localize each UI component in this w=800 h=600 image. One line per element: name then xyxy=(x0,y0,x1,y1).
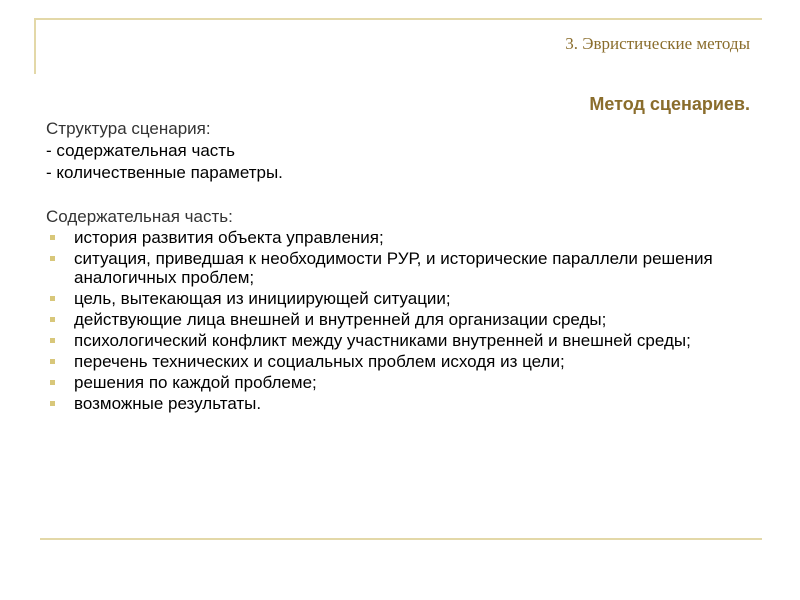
spacer xyxy=(46,184,756,206)
square-bullet-icon xyxy=(50,380,55,385)
list-item-text: перечень технических и социальных проблем исходя из цели; xyxy=(74,352,565,371)
list-item-text: решения по каждой проблеме; xyxy=(74,373,317,392)
list-item xyxy=(46,394,756,413)
square-bullet-icon xyxy=(50,359,55,364)
list-item-text: цель, вытекающая из инициирующей ситуации; xyxy=(74,289,451,308)
frame-top-line xyxy=(34,18,762,20)
square-bullet-icon xyxy=(50,317,55,322)
content-part-heading: Содержательная часть: xyxy=(46,207,233,226)
slide-content xyxy=(46,118,756,415)
list-item xyxy=(46,289,756,308)
square-bullet-icon xyxy=(50,401,55,406)
frame-left-line xyxy=(34,18,36,74)
structure-line: - количественные параметры. xyxy=(46,163,283,182)
list-item-text: возможные результаты. xyxy=(74,394,262,413)
list-item xyxy=(46,228,756,247)
frame-bottom-line xyxy=(40,538,762,540)
list-item-text: психологический конфликт между участниками внутренней и внешней среды; xyxy=(74,331,691,350)
list-item-text: действующие лица внешней и внутренней для организации среды; xyxy=(74,310,607,329)
list-item xyxy=(46,331,756,350)
square-bullet-icon xyxy=(50,235,55,240)
list-item xyxy=(46,249,756,287)
square-bullet-icon xyxy=(50,256,55,261)
content-part-list xyxy=(46,228,756,413)
structure-line: - содержательная часть xyxy=(46,141,235,160)
list-item-text: история развития объекта управления; xyxy=(74,228,384,247)
list-item xyxy=(46,373,756,392)
list-item-text: ситуация, приведшая к необходимости РУР, и исторические параллели решения аналогичных проблем; xyxy=(74,249,713,287)
list-item xyxy=(46,310,756,329)
section-title: 3. Эвристические методы xyxy=(565,34,750,53)
structure-heading: Структура сценария: xyxy=(46,119,211,138)
square-bullet-icon xyxy=(50,338,55,343)
list-item xyxy=(46,352,756,371)
slide-title: Метод сценариев. xyxy=(589,94,750,114)
square-bullet-icon xyxy=(50,296,55,301)
